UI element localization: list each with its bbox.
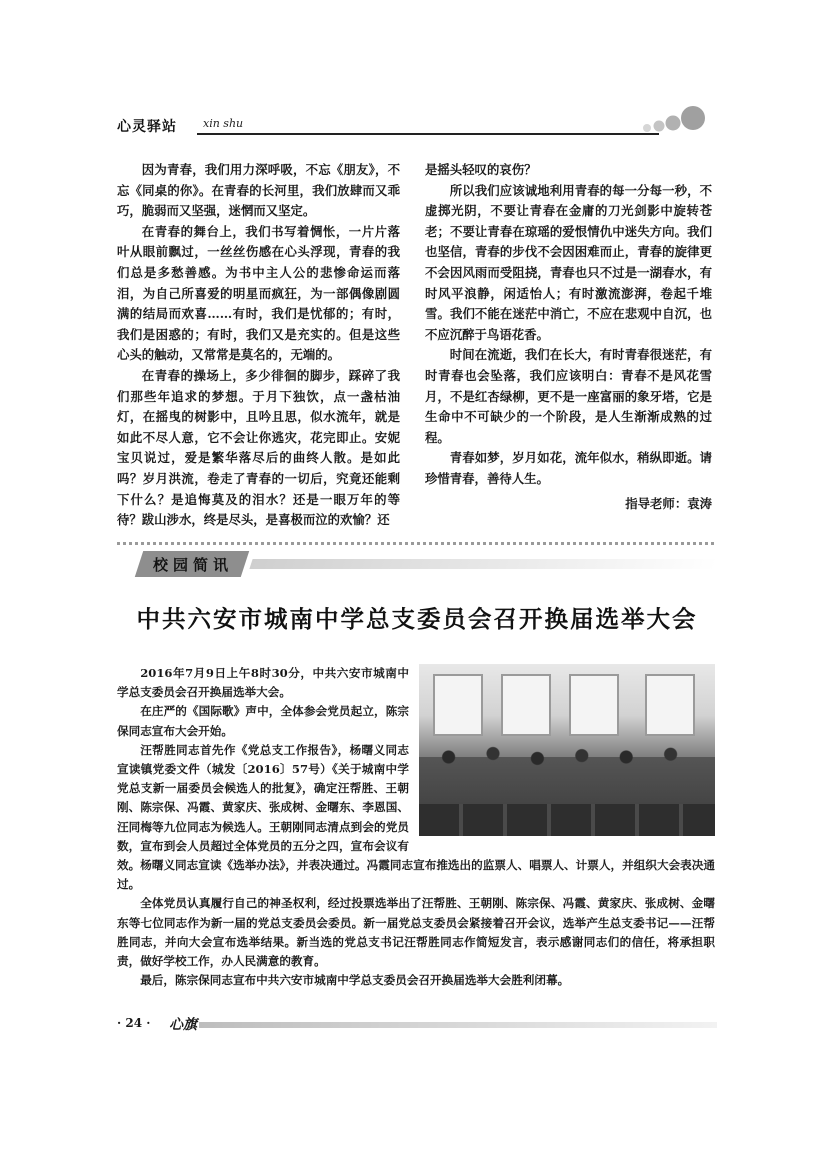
section-band-fade — [249, 559, 718, 569]
photo-crowd — [419, 736, 715, 806]
page-footer — [117, 1016, 717, 1034]
column-pinyin: xin shu — [203, 117, 244, 130]
column-title: 心灵驿站 — [117, 119, 177, 135]
page-number: · 24 · — [117, 1016, 151, 1030]
publication-name: 心旗 — [169, 1017, 197, 1033]
article-paragraph: 所以我们应该诚地利用青春的每一分每一秒，不虚掷光阴，不要让青春在金庸的刀光剑影中旋转苍老；不要让青春在琼瑶的爱恨情仇中迷失方向。我们也坚信，青春的步伐不会因困难而止，青春的旋律更不会因风雨而受阻挠，青春也只不过是一湖春水，有时风平浪静，闲适怡人；有时激流澎湃，卷起千堆雪。我们不能在迷茫中消亡，不应在悲观中自沉，也不应沉醉于鸟语花香。 — [425, 182, 712, 342]
article-paragraph: 在青春的操场上，多少徘徊的脚步，踩碎了我们那些年追求的梦想。于月下独饮，点一盏枯油灯，在摇曳的树影中，且吟且思，似水流年，就是如此不尽人意，它不会让你逃灾，花完即止。安妮宝贝说过，爱是繁华落尽后的曲终人散。是如此吗？岁月洪流，卷走了青春的一切后，究竟还能剩下什么？是追悔莫及的泪水？还是一眼万年的等待？跋山涉水，终是尽头，是喜极而泣的欢愉？还 — [117, 367, 400, 528]
news-paragraph: 在庄严的《国际歌》声中，全体参会党员起立，陈宗保同志宣布大会开始。 — [117, 704, 409, 738]
photo-desks — [419, 804, 715, 836]
news-headline: 中共六安市城南中学总支委员会召开换届选举大会 — [136, 605, 698, 633]
section-divider — [117, 542, 715, 545]
header-rule — [197, 133, 659, 135]
photo-window — [645, 674, 695, 736]
article-paragraph: 时间在流逝，我们在长大，有时青春很迷茫，有时青春也会坠落，我们应该明白：青春不是风花雪月，不是红杏绿柳，更不是一座富丽的象牙塔，它是生命中不可缺少的一个阶段，是人生渐渐成熟的过程。 — [425, 347, 712, 445]
advisor-credit: 指导老师：袁涛 — [625, 495, 712, 511]
news-paragraph: 最后，陈宗保同志宣布中共六安市城南中学总支委员会召开换届选举大会胜利闭幕。 — [140, 973, 570, 988]
decorative-dots-icon — [635, 104, 715, 140]
section-label: 校园简讯 — [152, 556, 233, 574]
article-paragraph: 在青春的舞台上，我们书写着惆怅，一片片落叶从眼前飘过，一丝丝伤感在心头浮现，青春的我们总是多愁善感。为书中主人公的悲惨命运而落泪，为自己所喜爱的明星而疯狂，为一部偶像剧圆满的结局而欢喜……有时，我们是忧郁的；有时，我们是困惑的；有时，我们又是充实的。但是这些心头的触动，又常常是莫名的，无端的。 — [117, 223, 400, 363]
article-left-column — [117, 160, 400, 531]
news-body — [117, 664, 715, 990]
article-paragraph: 青春如梦，岁月如花，流年似水，稍纵即逝。请珍惜青春，善待人生。 — [425, 450, 712, 486]
page-header — [115, 104, 715, 140]
meeting-photo — [419, 664, 715, 836]
article-right-column — [425, 160, 712, 514]
news-paragraph: 汪帮胜同志首先作《党总支工作报告》，杨曙义同志宣读镇党委文件（城发〔2016〕57号）《关于城南中学党总支新一届委员会候选人的批复》，确定汪帮胜、王朝刚、陈宗保、冯霞、黄家庆、张成树、金曙东、李恩国、汪同梅等九位同志为候选人。王朝刚同志清点到会的党员数，宣布到会人员超过全体党员的五分之四，宣布会议有效。杨曙义同志宣读《选举办法》，并表决通过。冯霞同志宣布推选出的监票人、唱票人、计票人，并组织大会表决通过。 — [117, 742, 715, 892]
photo-window — [569, 674, 619, 736]
news-paragraph: 全体党员认真履行自己的神圣权利，经过投票选举出了汪帮胜、王朝刚、陈宗保、冯霞、黄家庆、张成树、金曙东等七位同志作为新一届的党总支委员会委员。新一届党总支委员会紧接着召开会议，选举产生总支委书记——汪帮胜同志，并向大会宣布选举结果。新当选的党总支书记汪帮胜同志作简短发言，表示感谢同志们的信任，将承担职责，做好学校工作，办人民满意的教育。 — [117, 896, 715, 969]
photo-window — [433, 674, 483, 736]
section-band — [117, 551, 717, 577]
article-paragraph: 因为青春，我们用力深呼吸，不忘《朋友》，不忘《同桌的你》。在青春的长河里，我们放肆而又乖巧，脆弱而又坚强，迷惘而又坚定。 — [117, 162, 400, 219]
footer-rule — [199, 1022, 717, 1028]
news-paragraph: 2016年7月9日上午8时30分，中共六安市城南中学总支委员会召开换届选举大会。 — [117, 666, 409, 700]
article-paragraph-continued: 是摇头轻叹的哀伤？ — [425, 162, 537, 177]
photo-window — [501, 674, 551, 736]
